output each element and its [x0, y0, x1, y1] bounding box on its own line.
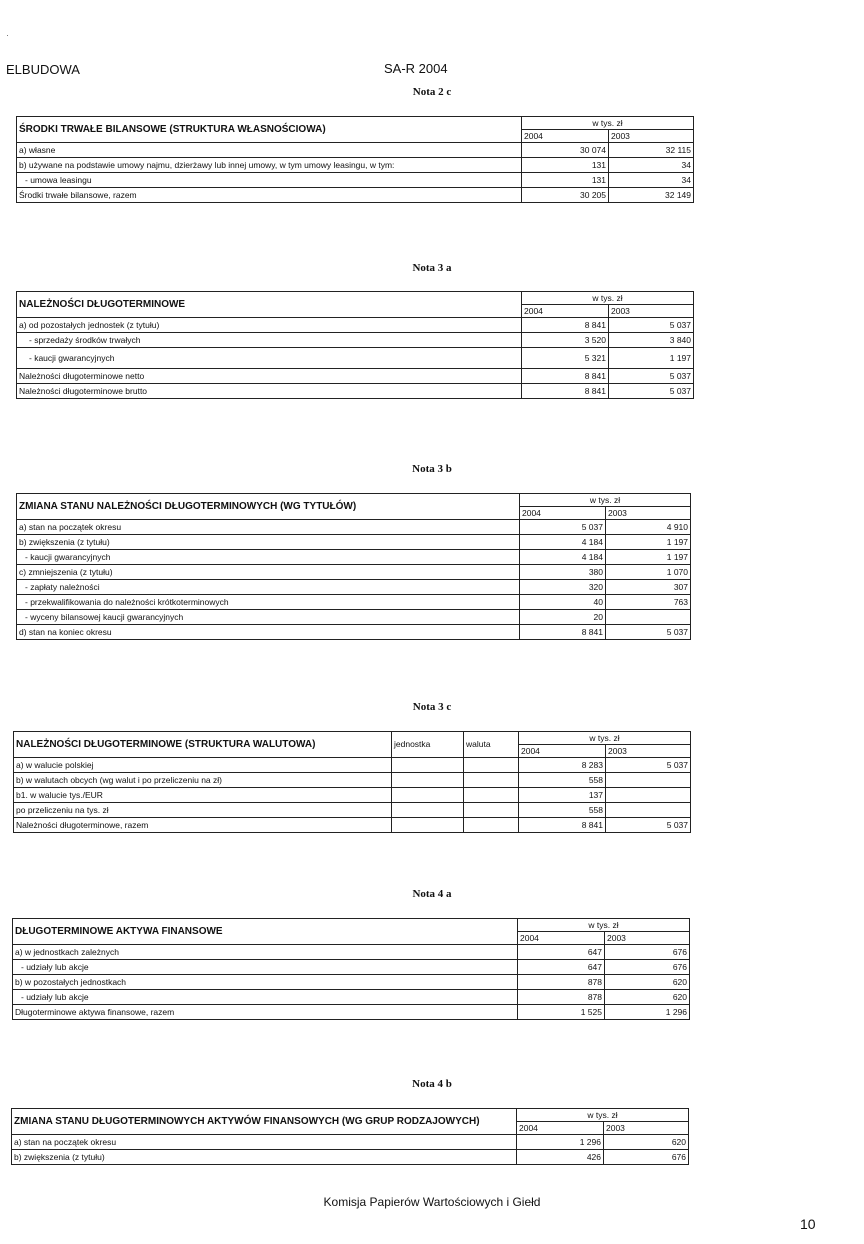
footer-text: Komisja Papierów Wartościowych i Giełd [323, 1195, 541, 1209]
col-jednostka: jednostka [392, 732, 464, 758]
table-row: - umowa leasingu 131 34 [17, 173, 694, 188]
nota-3c-label: Nota 3 c [412, 701, 452, 713]
table-row: - kaucji gwarancyjnych 5 321 1 197 [17, 348, 694, 369]
nota-2c-table [16, 116, 694, 203]
report-code: SA-R 2004 [384, 61, 448, 76]
nota-3a-table: NALEŻNOŚCI DŁUGOTERMINOWE w tys. zł 2004 2003 a) od pozostałych jednostek (z tytułu) 8 841 5 037 - sprzedaży środków trwałych 3 520 3 840 - kaucji gwarancyjnych 5 321 1 197 Należności długoterminowe netto 8 841 5 037 Należności długoterminowe brutto 8 841 5 037 [16, 291, 694, 399]
nota-3c-table: NALEŻNOŚCI DŁUGOTERMINOWE (STRUKTURA WALUTOWA) jednostka waluta w tys. zł 2004 2003 a) w walucie polskiej 8 283 5 037 b) w walutach obcych (wg walut i po przeliczeniu na zł) 558 b1. w walucie tys./EUR 137 po przeliczeniu na tys. zł 558 Należności długoterminowe, razem 8 841 5 037 [13, 731, 691, 833]
table-row: a) stan na początek okresu 1 296 620 [12, 1135, 689, 1150]
page-number: 10 [800, 1216, 816, 1232]
nota-3b-table: ZMIANA STANU NALEŻNOŚCI DŁUGOTERMINOWYCH (WG TYTUŁÓW) w tys. zł 2004 2003 a) stan na początek okresu 5 037 4 910 b) zwiększenia (z tytułu) 4 184 1 197 - kaucji gwarancyjnych 4 184 1 197 c) zmniejszenia (z tytułu) 380 1 070 - zapłaty należności 320 307 - przekwalifikowania do należności krótkoterminowych 40 763 - wyceny bilansowej kaucji gwarancyjnych 20 d) stan na koniec okresu 8 841 5 037 [16, 493, 691, 640]
unit-label: w tys. zł [522, 117, 694, 130]
table-row: a) od pozostałych jednostek (z tytułu) 8 841 5 037 [17, 318, 694, 333]
table-row: b) w pozostałych jednostkach 878 620 [13, 975, 690, 990]
nota-4a-title: DŁUGOTERMINOWE AKTYWA FINANSOWE [13, 919, 518, 945]
table-row: - kaucji gwarancyjnych 4 184 1 197 [17, 550, 691, 565]
table-row: c) zmniejszenia (z tytułu) 380 1 070 [17, 565, 691, 580]
scan-mark: · [6, 30, 9, 40]
table-row: po przeliczeniu na tys. zł 558 [14, 803, 691, 818]
col-waluta: waluta [464, 732, 519, 758]
nota-4b-title: ZMIANA STANU DŁUGOTERMINOWYCH AKTYWÓW FINANSOWYCH (WG GRUP RODZAJOWYCH) [12, 1109, 517, 1135]
nota-4b-table: ZMIANA STANU DŁUGOTERMINOWYCH AKTYWÓW FINANSOWYCH (WG GRUP RODZAJOWYCH) w tys. zł 2004 2003 a) stan na początek okresu 1 296 620 b) zwiększenia (z tytułu) 426 676 [11, 1108, 689, 1165]
nota-4b-label: Nota 4 b [412, 1078, 452, 1090]
table-row: - sprzedaży środków trwałych 3 520 3 840 [17, 333, 694, 348]
table-row: Należności długoterminowe, razem 8 841 5 037 [14, 818, 691, 833]
table-row: a) w jednostkach zależnych 647 676 [13, 945, 690, 960]
year-2003: 2003 [609, 130, 694, 143]
table-row: a) własne 30 074 32 115 [17, 143, 694, 158]
nota-3c-title: NALEŻNOŚCI DŁUGOTERMINOWE (STRUKTURA WALUTOWA) [14, 732, 392, 758]
nota-4a-label: Nota 4 a [412, 888, 452, 900]
table-row: b) zwiększenia (z tytułu) 4 184 1 197 [17, 535, 691, 550]
nota-4a-table: DŁUGOTERMINOWE AKTYWA FINANSOWE w tys. zł 2004 2003 a) w jednostkach zależnych 647 676 - udziały lub akcje 647 676 b) w pozostałych jednostkach 878 620 - udziały lub akcje 878 620 Długoterminowe aktywa finansowe, razem 1 525 1 296 [12, 918, 690, 1020]
table-row: b1. w walucie tys./EUR 137 [14, 788, 691, 803]
company-name: ELBUDOWA [6, 62, 80, 77]
nota-3b-label: Nota 3 b [412, 463, 452, 475]
nota-3a-label: Nota 3 a [412, 262, 452, 274]
table-row: - udziały lub akcje 647 676 [13, 960, 690, 975]
nota-3b-title: ZMIANA STANU NALEŻNOŚCI DŁUGOTERMINOWYCH (WG TYTUŁÓW) [17, 494, 520, 520]
table-row: - udziały lub akcje 878 620 [13, 990, 690, 1005]
nota-3a-title: NALEŻNOŚCI DŁUGOTERMINOWE [17, 292, 522, 318]
nota-2c-title: ŚRODKI TRWAŁE BILANSOWE (STRUKTURA WŁASNOŚCIOWA) [17, 117, 522, 143]
table-row: Środki trwałe bilansowe, razem 30 205 32 149 [17, 188, 694, 203]
table-row: - przekwalifikowania do należności krótkoterminowych 40 763 [17, 595, 691, 610]
table-row: b) używane na podstawie umowy najmu, dzierżawy lub innej umowy, w tym umowy leasingu, w tym: 131 34 [17, 158, 694, 173]
table-row: Długoterminowe aktywa finansowe, razem 1 525 1 296 [13, 1005, 690, 1020]
nota-2c-label: Nota 2 c [412, 86, 452, 98]
table-row: a) w walucie polskiej 8 283 5 037 [14, 758, 691, 773]
table-row: d) stan na koniec okresu 8 841 5 037 [17, 625, 691, 640]
table-row: Należności długoterminowe netto 8 841 5 037 [17, 369, 694, 384]
table-row: - zapłaty należności 320 307 [17, 580, 691, 595]
table-row: b) w walutach obcych (wg walut i po przeliczeniu na zł) 558 [14, 773, 691, 788]
table-row: Należności długoterminowe brutto 8 841 5 037 [17, 384, 694, 399]
table-row: a) stan na początek okresu 5 037 4 910 [17, 520, 691, 535]
year-2004: 2004 [522, 130, 609, 143]
table-row: - wyceny bilansowej kaucji gwarancyjnych 20 [17, 610, 691, 625]
table-row: b) zwiększenia (z tytułu) 426 676 [12, 1150, 689, 1165]
